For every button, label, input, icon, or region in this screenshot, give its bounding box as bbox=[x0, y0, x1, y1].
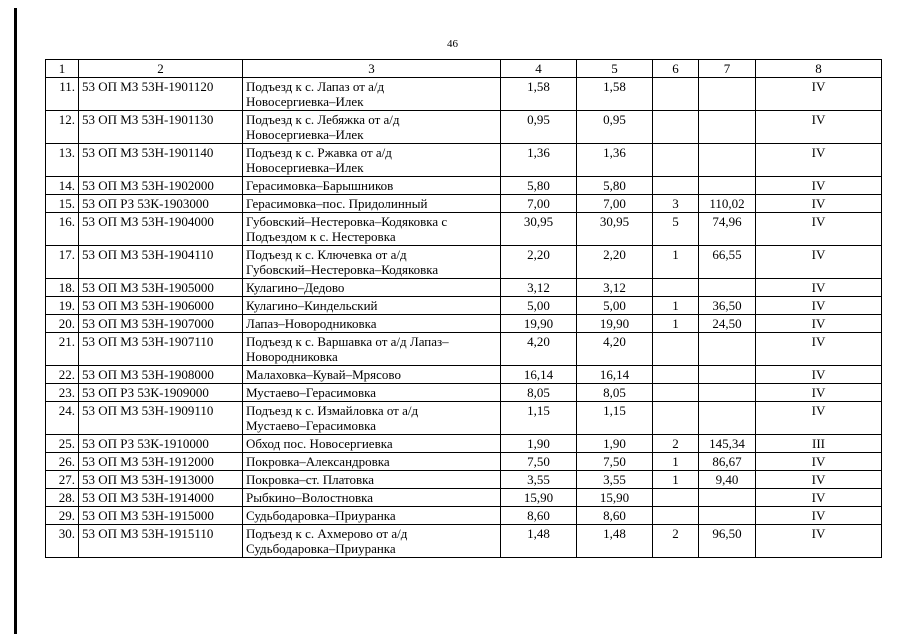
row-number: 16. bbox=[46, 213, 79, 246]
col-5-value: 0,95 bbox=[577, 111, 653, 144]
road-name: Судьбодаровка–Приуранка bbox=[243, 507, 501, 525]
category-value: IV bbox=[756, 471, 882, 489]
row-number: 17. bbox=[46, 246, 79, 279]
col-6-value bbox=[653, 402, 699, 435]
col-5-value: 4,20 bbox=[577, 333, 653, 366]
page-number: 46 bbox=[447, 38, 458, 50]
row-number: 22. bbox=[46, 366, 79, 384]
col-5-value: 15,90 bbox=[577, 489, 653, 507]
col-6-value: 3 bbox=[653, 195, 699, 213]
road-name: Подъезд к с. Лапаз от а/д Новосергиевка–Илек bbox=[243, 78, 501, 111]
road-name: Кулагино–Киндельский bbox=[243, 297, 501, 315]
table-row bbox=[46, 213, 882, 246]
category-value: IV bbox=[756, 525, 882, 558]
col-5-value: 1,48 bbox=[577, 525, 653, 558]
category-value: IV bbox=[756, 384, 882, 402]
road-name: Лапаз–Новородниковка bbox=[243, 315, 501, 333]
road-name: Покровка–Александровка bbox=[243, 453, 501, 471]
table-row bbox=[46, 144, 882, 177]
col-7-value: 96,50 bbox=[699, 525, 756, 558]
table-row bbox=[46, 195, 882, 213]
road-code: 53 ОП МЗ 53Н-1905000 bbox=[79, 279, 243, 297]
col-7-value: 9,40 bbox=[699, 471, 756, 489]
road-name: Мустаево–Герасимовка bbox=[243, 384, 501, 402]
category-value: IV bbox=[756, 246, 882, 279]
col-6-value: 1 bbox=[653, 246, 699, 279]
col-4-value: 7,50 bbox=[501, 453, 577, 471]
col-6-value: 2 bbox=[653, 525, 699, 558]
col-7-value: 110,02 bbox=[699, 195, 756, 213]
category-value: IV bbox=[756, 78, 882, 111]
col-6-value: 1 bbox=[653, 471, 699, 489]
road-code: 53 ОП МЗ 53Н-1907110 bbox=[79, 333, 243, 366]
category-value: III bbox=[756, 435, 882, 453]
table-row bbox=[46, 435, 882, 453]
row-number: 27. bbox=[46, 471, 79, 489]
road-code: 53 ОП МЗ 53Н-1912000 bbox=[79, 453, 243, 471]
col-5-value: 8,60 bbox=[577, 507, 653, 525]
category-value: IV bbox=[756, 333, 882, 366]
road-name: Покровка–ст. Платовка bbox=[243, 471, 501, 489]
table-row bbox=[46, 111, 882, 144]
table-row bbox=[46, 279, 882, 297]
table-row bbox=[46, 177, 882, 195]
row-number: 11. bbox=[46, 78, 79, 111]
col-4-value: 1,36 bbox=[501, 144, 577, 177]
header-col-4: 4 bbox=[501, 60, 577, 78]
col-4-value: 1,90 bbox=[501, 435, 577, 453]
category-value: IV bbox=[756, 213, 882, 246]
col-7-value: 24,50 bbox=[699, 315, 756, 333]
col-7-value bbox=[699, 366, 756, 384]
header-col-5: 5 bbox=[577, 60, 653, 78]
col-7-value: 86,67 bbox=[699, 453, 756, 471]
table-row bbox=[46, 525, 882, 558]
col-6-value bbox=[653, 144, 699, 177]
table-row bbox=[46, 402, 882, 435]
road-code: 53 ОП МЗ 53Н-1901120 bbox=[79, 78, 243, 111]
col-4-value: 15,90 bbox=[501, 489, 577, 507]
col-6-value bbox=[653, 111, 699, 144]
col-4-value: 8,05 bbox=[501, 384, 577, 402]
row-number: 13. bbox=[46, 144, 79, 177]
col-4-value: 0,95 bbox=[501, 111, 577, 144]
header-col-3: 3 bbox=[243, 60, 501, 78]
category-value: IV bbox=[756, 297, 882, 315]
category-value: IV bbox=[756, 507, 882, 525]
col-7-value: 145,34 bbox=[699, 435, 756, 453]
col-5-value: 30,95 bbox=[577, 213, 653, 246]
header-col-6: 6 bbox=[653, 60, 699, 78]
row-number: 21. bbox=[46, 333, 79, 366]
col-7-value bbox=[699, 402, 756, 435]
category-value: IV bbox=[756, 489, 882, 507]
row-number: 18. bbox=[46, 279, 79, 297]
col-4-value: 30,95 bbox=[501, 213, 577, 246]
road-name: Подъезд к с. Измайловка от а/д Мустаево–Герасимовка bbox=[243, 402, 501, 435]
col-6-value: 1 bbox=[653, 315, 699, 333]
col-5-value: 5,00 bbox=[577, 297, 653, 315]
table-row bbox=[46, 384, 882, 402]
col-7-value: 36,50 bbox=[699, 297, 756, 315]
col-7-value bbox=[699, 489, 756, 507]
col-6-value bbox=[653, 279, 699, 297]
road-code: 53 ОП МЗ 53Н-1908000 bbox=[79, 366, 243, 384]
col-4-value: 7,00 bbox=[501, 195, 577, 213]
header-col-8: 8 bbox=[756, 60, 882, 78]
col-4-value: 16,14 bbox=[501, 366, 577, 384]
road-code: 53 ОП МЗ 53Н-1901140 bbox=[79, 144, 243, 177]
col-4-value: 2,20 bbox=[501, 246, 577, 279]
road-name: Герасимовка–Барышников bbox=[243, 177, 501, 195]
roads-table bbox=[45, 59, 882, 558]
col-5-value: 3,12 bbox=[577, 279, 653, 297]
col-7-value bbox=[699, 78, 756, 111]
header-col-2: 2 bbox=[79, 60, 243, 78]
category-value: IV bbox=[756, 402, 882, 435]
col-6-value: 1 bbox=[653, 453, 699, 471]
table-row bbox=[46, 297, 882, 315]
col-7-value bbox=[699, 177, 756, 195]
table-row bbox=[46, 333, 882, 366]
road-code: 53 ОП РЗ 53К-1910000 bbox=[79, 435, 243, 453]
road-name: Губовский–Нестеровка–Кодяковка с Подъездом к с. Нестеровка bbox=[243, 213, 501, 246]
col-5-value: 7,00 bbox=[577, 195, 653, 213]
road-code: 53 ОП МЗ 53Н-1915000 bbox=[79, 507, 243, 525]
row-number: 23. bbox=[46, 384, 79, 402]
category-value: IV bbox=[756, 195, 882, 213]
col-5-value: 19,90 bbox=[577, 315, 653, 333]
category-value: IV bbox=[756, 315, 882, 333]
table-header bbox=[46, 60, 882, 78]
road-name: Малаховка–Кувай–Мрясово bbox=[243, 366, 501, 384]
row-number: 26. bbox=[46, 453, 79, 471]
category-value: IV bbox=[756, 144, 882, 177]
category-value: IV bbox=[756, 279, 882, 297]
col-5-value: 1,58 bbox=[577, 78, 653, 111]
col-4-value: 3,12 bbox=[501, 279, 577, 297]
row-number: 28. bbox=[46, 489, 79, 507]
col-7-value bbox=[699, 144, 756, 177]
row-number: 29. bbox=[46, 507, 79, 525]
col-7-value bbox=[699, 279, 756, 297]
col-6-value: 5 bbox=[653, 213, 699, 246]
row-number: 25. bbox=[46, 435, 79, 453]
road-name: Герасимовка–пос. Придолинный bbox=[243, 195, 501, 213]
col-7-value: 66,55 bbox=[699, 246, 756, 279]
col-5-value: 1,36 bbox=[577, 144, 653, 177]
road-code: 53 ОП МЗ 53Н-1906000 bbox=[79, 297, 243, 315]
col-7-value: 74,96 bbox=[699, 213, 756, 246]
road-code: 53 ОП МЗ 53Н-1913000 bbox=[79, 471, 243, 489]
table-row bbox=[46, 246, 882, 279]
header-row bbox=[46, 60, 882, 78]
col-5-value: 3,55 bbox=[577, 471, 653, 489]
table-row bbox=[46, 507, 882, 525]
row-number: 12. bbox=[46, 111, 79, 144]
road-code: 53 ОП МЗ 53Н-1914000 bbox=[79, 489, 243, 507]
col-6-value bbox=[653, 366, 699, 384]
road-name: Подъезд к с. Ахмерово от а/д Судьбодаровка–Приуранка bbox=[243, 525, 501, 558]
road-code: 53 ОП МЗ 53Н-1901130 bbox=[79, 111, 243, 144]
col-6-value: 1 bbox=[653, 297, 699, 315]
col-4-value: 5,00 bbox=[501, 297, 577, 315]
road-name: Подъезд к с. Ключевка от а/д Губовский–Нестеровка–Кодяковка bbox=[243, 246, 501, 279]
road-code: 53 ОП МЗ 53Н-1904110 bbox=[79, 246, 243, 279]
table-row bbox=[46, 489, 882, 507]
row-number: 24. bbox=[46, 402, 79, 435]
col-5-value: 5,80 bbox=[577, 177, 653, 195]
road-code: 53 ОП РЗ 53К-1909000 bbox=[79, 384, 243, 402]
row-number: 20. bbox=[46, 315, 79, 333]
col-4-value: 1,58 bbox=[501, 78, 577, 111]
category-value: IV bbox=[756, 453, 882, 471]
col-5-value: 16,14 bbox=[577, 366, 653, 384]
col-4-value: 5,80 bbox=[501, 177, 577, 195]
page-edge-bar bbox=[14, 8, 17, 634]
road-code: 53 ОП МЗ 53Н-1902000 bbox=[79, 177, 243, 195]
col-7-value bbox=[699, 333, 756, 366]
col-7-value bbox=[699, 384, 756, 402]
col-6-value bbox=[653, 78, 699, 111]
table-row bbox=[46, 471, 882, 489]
col-7-value bbox=[699, 507, 756, 525]
road-name: Рыбкино–Волостновка bbox=[243, 489, 501, 507]
table-body bbox=[46, 78, 882, 558]
col-6-value bbox=[653, 177, 699, 195]
category-value: IV bbox=[756, 111, 882, 144]
road-name: Подъезд к с. Ржавка от а/д Новосергиевка–Илек bbox=[243, 144, 501, 177]
road-name: Кулагино–Дедово bbox=[243, 279, 501, 297]
col-5-value: 2,20 bbox=[577, 246, 653, 279]
row-number: 19. bbox=[46, 297, 79, 315]
row-number: 15. bbox=[46, 195, 79, 213]
col-6-value bbox=[653, 489, 699, 507]
col-4-value: 1,48 bbox=[501, 525, 577, 558]
table-row bbox=[46, 315, 882, 333]
col-4-value: 19,90 bbox=[501, 315, 577, 333]
col-6-value bbox=[653, 333, 699, 366]
header-col-1: 1 bbox=[46, 60, 79, 78]
header-col-7: 7 bbox=[699, 60, 756, 78]
col-5-value: 8,05 bbox=[577, 384, 653, 402]
col-6-value: 2 bbox=[653, 435, 699, 453]
row-number: 14. bbox=[46, 177, 79, 195]
road-code: 53 ОП МЗ 53Н-1915110 bbox=[79, 525, 243, 558]
table-row bbox=[46, 453, 882, 471]
col-4-value: 8,60 bbox=[501, 507, 577, 525]
col-7-value bbox=[699, 111, 756, 144]
road-code: 53 ОП МЗ 53Н-1907000 bbox=[79, 315, 243, 333]
road-code: 53 ОП МЗ 53Н-1909110 bbox=[79, 402, 243, 435]
table-row bbox=[46, 366, 882, 384]
row-number: 30. bbox=[46, 525, 79, 558]
road-name: Обход пос. Новосергиевка bbox=[243, 435, 501, 453]
road-code: 53 ОП МЗ 53Н-1904000 bbox=[79, 213, 243, 246]
col-5-value: 7,50 bbox=[577, 453, 653, 471]
col-4-value: 3,55 bbox=[501, 471, 577, 489]
col-4-value: 4,20 bbox=[501, 333, 577, 366]
road-name: Подъезд к с. Варшавка от а/д Лапаз– Новородниковка bbox=[243, 333, 501, 366]
table-row bbox=[46, 78, 882, 111]
road-code: 53 ОП РЗ 53К-1903000 bbox=[79, 195, 243, 213]
col-6-value bbox=[653, 384, 699, 402]
road-name: Подъезд к с. Лебяжка от а/д Новосергиевка–Илек bbox=[243, 111, 501, 144]
col-5-value: 1,90 bbox=[577, 435, 653, 453]
category-value: IV bbox=[756, 366, 882, 384]
col-6-value bbox=[653, 507, 699, 525]
category-value: IV bbox=[756, 177, 882, 195]
col-4-value: 1,15 bbox=[501, 402, 577, 435]
col-5-value: 1,15 bbox=[577, 402, 653, 435]
